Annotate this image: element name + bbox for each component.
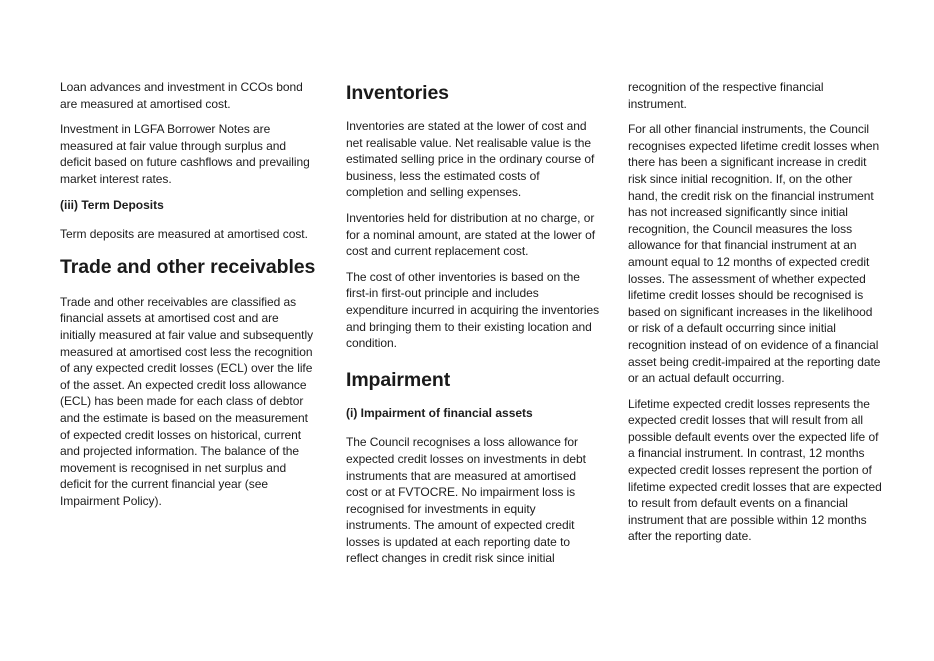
paragraph-recognition-continued: recognition of the respective financial instrument. (628, 80, 824, 111)
paragraph-lifetime-expected-credit-losses: Lifetime expected credit losses represents the expected credit losses that will result from all possible default events over the expected life of a financial instrument. In contrast, 12 months expected credit losses represent the portion of lifetime expected credit losses that are expected to result from default events on a financial instrument that are possible within 12 months after the reporting date. (628, 396, 882, 544)
subheading-impairment-financial-assets: (i) Impairment of financial assets (346, 405, 533, 420)
paragraph-loan-advances: Loan advances and investment in CCOs bond are measured at amortised cost. (60, 80, 303, 111)
paragraph-lgfa-borrower-notes: Investment in LGFA Borrower Notes are measured at fair value through surplus and deficit based on future cashflows and prevailing market interest rates. (60, 122, 310, 186)
paragraph-trade-receivables: Trade and other receivables are classified as financial assets at amortised cost and are initially measured at fair value and subsequently measured at amortised cost less the recognition of any expected credit losses (ECL) over the life of the asset. An expected credit loss allowance (ECL) has been made for each class of debtor and the estimate is based on the measurement of expected credit losses on historical, current and projected information. The balance of the movement is recognised in net surplus and deficit for the current financial year (see Impairment Policy). (60, 294, 314, 508)
heading-trade-receivables: Trade and other receivables (60, 255, 316, 278)
paragraph-loss-allowance: The Council recognises a loss allowance for expected credit losses on investments in debt instruments that are measured at amortised cost or at FVTOCRE. No impairment loss is recognised for investments in equity instruments. The amount of expected credit losses is updated at each reporting date to reflect changes in credit risk since initial (346, 435, 586, 566)
paragraph-term-deposits: Term deposits are measured at amortised cost. (60, 227, 308, 242)
paragraph-inventories-distribution: Inventories held for distribution at no charge, or for a nominal amount, are stated at the lower of cost and current replacement cost. (346, 210, 596, 259)
paragraph-inventories-valuation: Inventories are stated at the lower of cost and net realisable value. Net realisable value is the estimated selling price in the ordinary course of business, less the estimated costs of completion and selling expenses. (346, 119, 595, 200)
text-column-right (628, 79, 882, 554)
heading-impairment: Impairment (346, 368, 451, 391)
paragraph-inventories-cost: The cost of other inventories is based on the first-in first-out principle and includes expenditure incurred in acquiring the inventories and bringing them to their existing location and condition. (346, 269, 600, 351)
heading-inventories: Inventories (346, 82, 449, 104)
paragraph-other-financial-instruments: For all other financial instruments, the Council recognises expected lifetime credit losses when there has been a significant increase in credit risk since initial recognition. If, on the other hand, the credit risk on the financial instrument has not increased significantly since initial recognition, the Council measures the loss allowance for that financial instrument at an amount equal to 12 months of expected credit losses. The assessment of whether expected lifetime credit losses should be recognised is based on significant increases in the likelihood or risk of a default occurring since initial recognition instead of on evidence of a financial asset being credit-impaired at the reporting date or an actual default occurring. (628, 122, 881, 386)
text-column-left (60, 79, 316, 518)
text-column-middle (346, 79, 600, 576)
subheading-term-deposits: (iii) Term Deposits (60, 197, 164, 212)
